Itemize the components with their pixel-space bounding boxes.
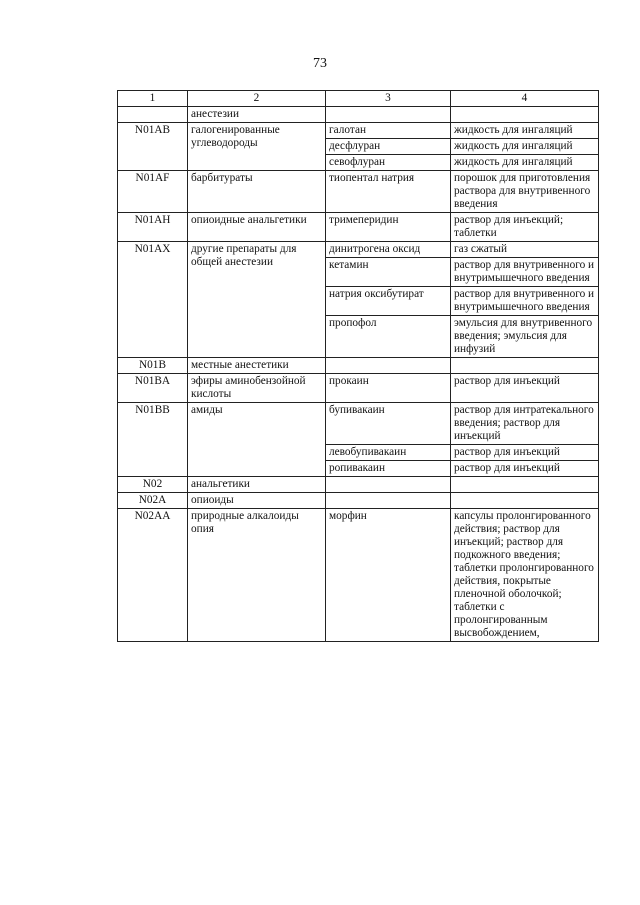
group-name: другие препараты для общей анестезии	[188, 242, 326, 358]
dosage-form: раствор для внутривенного и внутримышечного введения	[451, 287, 599, 316]
dosage-form: капсулы пролонгированного действия; раствор для инъекций; раствор для подкожного введения; таблетки пролонгированного действия, покрытые пленочной оболочкой; таблетки с пролонгированным высвобождением,	[451, 509, 599, 642]
group-name: опиоидные анальгетики	[188, 213, 326, 242]
table-row	[118, 374, 599, 403]
drug-name: морфин	[326, 509, 451, 642]
group-name: анальгетики	[188, 477, 326, 493]
drug-name: тиопентал натрия	[326, 171, 451, 213]
dosage-form: раствор для инъекций	[451, 445, 599, 461]
group-name: амиды	[188, 403, 326, 477]
atc-code: N01BA	[118, 374, 188, 403]
drug-name: десфлуран	[326, 139, 451, 155]
column-header-3: 3	[326, 91, 451, 107]
dosage-form: раствор для инъекций	[451, 374, 599, 403]
dosage-form: газ сжатый	[451, 242, 599, 258]
drug-name: натрия оксибутират	[326, 287, 451, 316]
dosage-form: жидкость для ингаляций	[451, 123, 599, 139]
atc-code: N01AX	[118, 242, 188, 358]
group-name: галогенированные углеводороды	[188, 123, 326, 171]
atc-code: N01AF	[118, 171, 188, 213]
atc-code: N02AA	[118, 509, 188, 642]
table-row	[118, 242, 599, 258]
column-header-2: 2	[188, 91, 326, 107]
group-name: опиоиды	[188, 493, 326, 509]
drug-name: галотан	[326, 123, 451, 139]
table-row	[118, 107, 599, 123]
dosage-form: жидкость для ингаляций	[451, 139, 599, 155]
drug-name: левобупивакаин	[326, 445, 451, 461]
drug-name: динитрогена оксид	[326, 242, 451, 258]
group-name: анестезии	[188, 107, 326, 123]
dosage-form: раствор для инъекций	[451, 461, 599, 477]
dosage-form: раствор для внутривенного и внутримышечного введения	[451, 258, 599, 287]
table-row	[118, 171, 599, 213]
drug-name: бупивакаин	[326, 403, 451, 445]
drug-name: севофлуран	[326, 155, 451, 171]
dosage-form: раствор для инъекций; таблетки	[451, 213, 599, 242]
atc-code: N01AH	[118, 213, 188, 242]
table-row	[118, 403, 599, 445]
atc-code: N01B	[118, 358, 188, 374]
dosage-form: порошок для приготовления раствора для внутривенного введения	[451, 171, 599, 213]
dosage-form: жидкость для ингаляций	[451, 155, 599, 171]
atc-code: N02	[118, 477, 188, 493]
drug-name: ропивакаин	[326, 461, 451, 477]
dosage-form: раствор для интратекального введения; раствор для инъекций	[451, 403, 599, 445]
drug-table	[117, 90, 599, 642]
drug-name: прокаин	[326, 374, 451, 403]
group-name: природные алкалоиды опия	[188, 509, 326, 642]
group-name: эфиры аминобензойной кислоты	[188, 374, 326, 403]
drug-name: тримеперидин	[326, 213, 451, 242]
column-header-4: 4	[451, 91, 599, 107]
group-name: барбитураты	[188, 171, 326, 213]
table-row	[118, 493, 599, 509]
column-header-1: 1	[118, 91, 188, 107]
table-header-row	[118, 91, 599, 107]
table-row	[118, 123, 599, 139]
table-row	[118, 509, 599, 642]
page-number: 73	[313, 56, 327, 71]
table-row	[118, 213, 599, 242]
table-row	[118, 477, 599, 493]
atc-code: N02A	[118, 493, 188, 509]
group-name: местные анестетики	[188, 358, 326, 374]
dosage-form: эмульсия для внутривенного введения; эмульсия для инфузий	[451, 316, 599, 358]
atc-code: N01BB	[118, 403, 188, 477]
table-row	[118, 358, 599, 374]
atc-code: N01AB	[118, 123, 188, 171]
drug-name: пропофол	[326, 316, 451, 358]
drug-name: кетамин	[326, 258, 451, 287]
